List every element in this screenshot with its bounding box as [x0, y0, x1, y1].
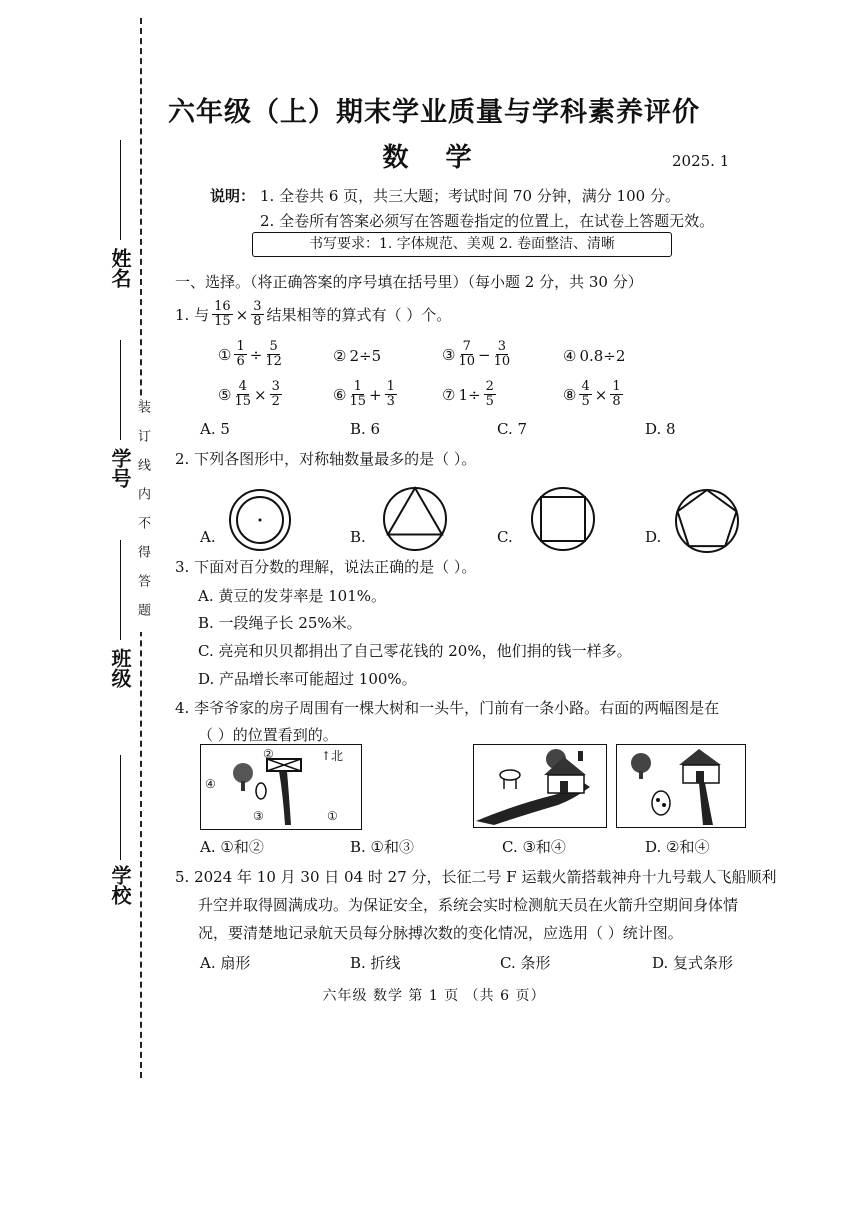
q3-option-c[interactable]: C. 亮亮和贝贝都捐出了自己零花钱的 20%，他们捐的钱一样多。	[198, 642, 632, 660]
q3-option-a[interactable]: A. 黄豆的发芽率是 101%。	[198, 587, 387, 605]
q5-option-c[interactable]: C. 条形	[500, 954, 551, 972]
q1-item-3: ③ $\frac{7}{10}$ − $\frac{3}{10}$	[442, 339, 511, 369]
seal-text: 装订线内不得答题	[135, 400, 150, 632]
q1-item-6: ⑥ $\frac{1}{15}$ + $\frac{1}{3}$	[333, 379, 395, 409]
subject-title: 数 学	[382, 143, 486, 173]
q2-option-b[interactable]: B.	[350, 528, 366, 546]
class-label: 班级	[108, 648, 132, 688]
question-5-line-1: 5. 2024 年 10 月 30 日 04 时 27 分，长征二号 F 运载火箭搭载神舟十九号载人飞船顺利	[175, 868, 777, 886]
notes-label: 说明：	[210, 187, 256, 205]
q1-times: ×	[235, 305, 249, 324]
notes-item-2: 2. 全卷所有答案必须写在答题卷指定的位置上，在试卷上答题无效。	[260, 212, 715, 230]
q4-option-b[interactable]: B. ①和③	[350, 838, 415, 856]
q1-option-d[interactable]: D. 8	[645, 420, 676, 438]
question-2: 2. 下列各图形中，对称轴数量最多的是（ ）。	[175, 450, 477, 468]
pentagon-in-circle-figure	[674, 488, 740, 554]
q1-prefix: 1. 与	[175, 306, 210, 324]
map-point-3: ③	[253, 809, 264, 823]
q5-option-b[interactable]: B. 折线	[350, 954, 401, 972]
map-point-1: ①	[327, 809, 338, 823]
question-5-line-3: 况，要清楚地记录航天员每分脉搏次数的变化情况，应选用（ ）统计图。	[198, 924, 683, 942]
notes-item-1: 1. 全卷共 6 页，共三大题；考试时间 70 分钟，满分 100 分。	[260, 187, 680, 205]
writing-requirements: 书写要求：1. 字体规范、美观 2. 卷面整洁、清晰	[252, 232, 672, 257]
q4-option-d[interactable]: D. ②和④	[645, 838, 710, 856]
q3-option-b[interactable]: B. 一段绳子长 25%米。	[198, 614, 362, 632]
exam-date: 2025. 1	[672, 152, 730, 170]
q1-fraction-2: $\frac{3}{8}$	[253, 299, 262, 329]
q4-option-a[interactable]: A. ①和②	[200, 838, 264, 856]
page-footer: 六年级 数学 第 1 页 （共 6 页）	[322, 988, 546, 1004]
school-label: 学校	[108, 865, 132, 905]
q2-option-a[interactable]: A.	[200, 528, 216, 546]
map-point-2: ②	[263, 747, 274, 761]
q1-suffix: 结果相等的算式有（ ）个。	[266, 306, 452, 324]
school-field[interactable]	[120, 755, 121, 860]
north-arrow: ↑北	[321, 749, 344, 763]
map-point-4: ④	[205, 777, 216, 791]
concentric-circles-figure	[228, 488, 292, 552]
q1-option-a[interactable]: A. 5	[200, 420, 230, 438]
student-id-field[interactable]	[120, 340, 121, 440]
q1-item-1: ① $\frac{1}{6}$ ÷ $\frac{5}{12}$	[218, 339, 282, 369]
question-4-line-1: 4. 李爷爷家的房子周围有一棵大树和一头牛，门前有一条小路。右面的两幅图是在	[175, 699, 720, 717]
q2-option-d[interactable]: D.	[645, 528, 662, 546]
q4-option-c[interactable]: C. ③和④	[502, 838, 566, 856]
q1-item-5: ⑤ $\frac{4}{15}$ × $\frac{3}{2}$	[218, 379, 280, 409]
q1-item-7: ⑦ 1÷ $\frac{2}{5}$	[442, 379, 494, 409]
question-1	[175, 300, 451, 329]
q1-item-4: ④ 0.8÷2	[563, 347, 626, 365]
section-heading: 一、选择。（将正确答案的序号填在括号里）（每小题 2 分，共 30 分）	[175, 273, 643, 291]
q1-option-c[interactable]: C. 7	[497, 420, 528, 438]
q3-option-d[interactable]: D. 产品增长率可能超过 100%。	[198, 670, 417, 688]
q5-option-d[interactable]: D. 复式条形	[652, 954, 734, 972]
q5-option-a[interactable]: A. 扇形	[200, 954, 251, 972]
q1-item-2: ② 2÷5	[333, 347, 382, 365]
exam-title: 六年级（上）期末学业质量与学科素养评价	[168, 97, 700, 128]
q1-fraction-1: $\frac{16}{15}$	[214, 299, 231, 329]
class-field[interactable]	[120, 540, 121, 640]
question-3: 3. 下面对百分数的理解，说法正确的是（ ）。	[175, 558, 477, 576]
student-id-label: 学号	[108, 448, 132, 488]
view-picture-2	[616, 744, 746, 828]
top-view-map	[200, 744, 362, 830]
square-in-circle-figure	[530, 486, 596, 552]
question-4-line-2: （ ）的位置看到的。	[198, 726, 338, 744]
q1-item-8: ⑧ $\frac{4}{5}$ × $\frac{1}{8}$	[563, 379, 621, 409]
q1-option-b[interactable]: B. 6	[350, 420, 381, 438]
name-label: 姓名	[108, 248, 132, 288]
triangle-in-circle-figure	[382, 486, 448, 552]
question-5-line-2: 升空并取得圆满成功。为保证安全，系统会实时检测航天员在火箭升空期间身体情	[198, 896, 739, 914]
view-picture-1	[473, 744, 607, 828]
q2-option-c[interactable]: C.	[497, 528, 513, 546]
